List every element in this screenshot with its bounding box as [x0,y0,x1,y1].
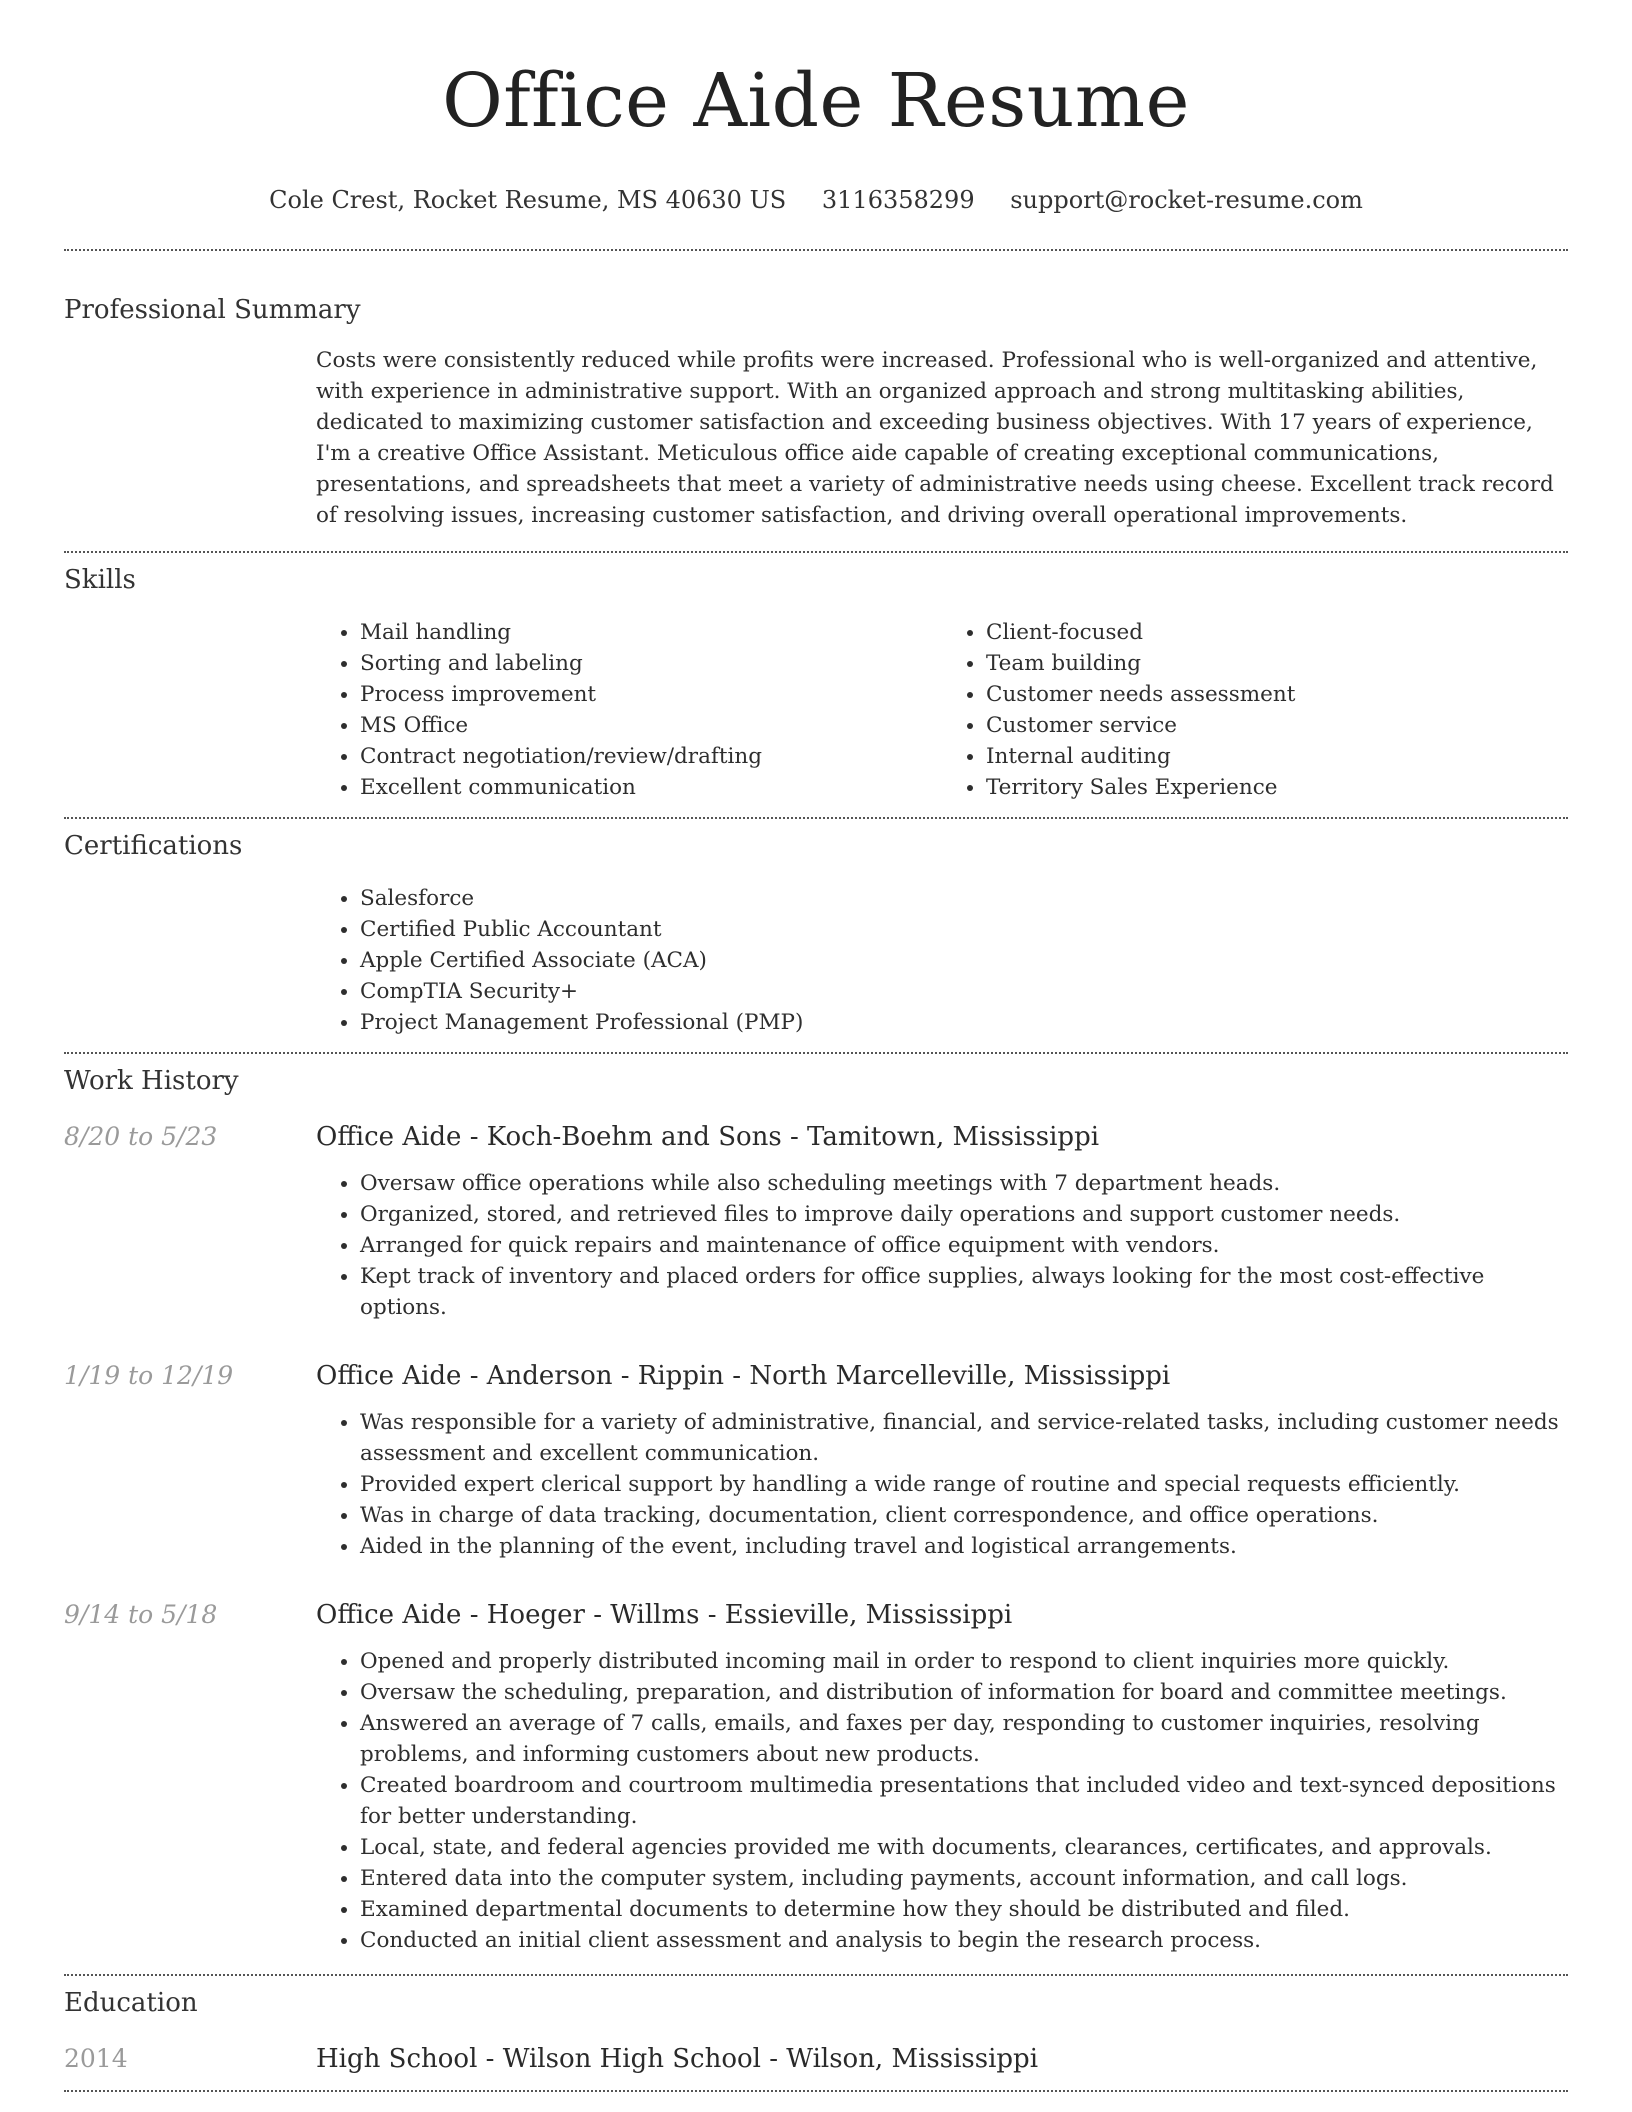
certification-item: • CompTIA Security+ [360,976,1568,1007]
job-bullet: • Aided in the planning of the event, including travel and logistical arrangements. [360,1531,1568,1562]
job-bullet: • Oversaw office operations while also scheduling meetings with 7 department heads. [360,1168,1568,1199]
education-section [64,1976,1568,2090]
skills-list-left [316,617,942,803]
job-entry [64,1120,1568,1323]
skill-item: • Customer needs assessment [986,679,1568,710]
job-header [64,1598,1568,1632]
contact-line [64,184,1568,216]
job-entry [64,1359,1568,1562]
contact-email: support@rocket-resume.com [1010,186,1363,214]
job-bullet: • Local, state, and federal agencies provided me with documents, clearances, certificates, and approvals. [360,1832,1568,1863]
education-entry [64,2042,1568,2076]
skill-item: • Process improvement [360,679,942,710]
skills-list-right [942,617,1568,803]
job-dates: 1/19 to 12/19 [64,1361,234,1390]
job-dates: 8/20 to 5/23 [64,1122,218,1151]
certification-item: • Salesforce [360,883,1568,914]
education-title-line: High School - Wilson High School - Wilson, Mississippi [316,2044,1039,2074]
job-bullet: • Examined departmental documents to determine how they should be distributed and filed. [360,1894,1568,1925]
skill-item: • Internal auditing [986,741,1568,772]
education-date: 2014 [64,2044,128,2073]
certification-item: • Project Management Professional (PMP) [360,1007,1568,1038]
job-bullet: • Organized, stored, and retrieved files to improve daily operations and support customer needs. [360,1199,1568,1230]
job-bullets [316,1168,1568,1323]
certification-item: • Apple Certified Associate (ACA) [360,945,1568,976]
job-header [64,1359,1568,1393]
summary-title: Professional Summary [64,295,361,325]
job-bullet: • Entered data into the computer system, including payments, account information, and call logs. [360,1863,1568,1894]
job-bullet: • Was in charge of data tracking, documentation, client correspondence, and office operations. [360,1500,1568,1531]
education-title: Education [64,1988,198,2018]
skills-columns [316,617,1568,817]
job-bullet: • Created boardroom and courtroom multimedia presentations that included video and text-synced depositions for better understanding. [360,1770,1568,1832]
skill-item: • MS Office [360,710,942,741]
skill-item: • Mail handling [360,617,942,648]
skill-item: • Client-focused [986,617,1568,648]
job-title: Office Aide - Hoeger - Willms - Essieville, Mississippi [316,1600,1013,1630]
skill-item: • Excellent communication [360,772,942,803]
job-bullet: • Arranged for quick repairs and maintenance of office equipment with vendors. [360,1230,1568,1261]
certifications-content [316,883,1568,1052]
skills-section [64,553,1568,817]
work-section [64,1054,1568,1974]
job-header [64,1120,1568,1154]
job-bullet: • Was responsible for a variety of administrative, financial, and service-related tasks, including customer needs assessment and excellent communication. [360,1407,1568,1469]
contact-address: Cole Crest, Rocket Resume, MS 40630 US [269,186,787,214]
skill-item: • Customer service [986,710,1568,741]
job-bullet: • Answered an average of 7 calls, emails, and faxes per day, responding to customer inquiries, resolving problems, and informing customers about new products. [360,1708,1568,1770]
summary-section [64,251,1568,551]
job-bullet: • Oversaw the scheduling, preparation, and distribution of information for board and committee meetings. [360,1677,1568,1708]
job-bullet-list [316,1168,1568,1323]
job-bullet-list [316,1407,1568,1562]
skill-item: • Sorting and labeling [360,648,942,679]
contact-phone: 3116358299 [821,186,975,214]
resume-name: Office Aide Resume [442,58,1190,144]
education-divider [64,2090,1568,2092]
certification-item: • Certified Public Accountant [360,914,1568,945]
job-bullet: • Kept track of inventory and placed orders for office supplies, always looking for the most cost-effective options. [360,1261,1568,1323]
job-title: Office Aide - Anderson - Rippin - North Marcelleville, Mississippi [316,1361,1171,1391]
skills-title: Skills [64,565,136,595]
job-entry [64,1598,1568,1974]
summary-text: Costs were consistently reduced while profits were increased. Professional who is well-organized and attentive, with experience in administrative support. With an organized approach and strong multitasking abilities, dedicated to maximizing customer satisfaction and exceeding business objectives. With 17 years of experience, I'm a creative Office Assistant. Meticulous office aide capable of creating exceptional communications, presentations, and spreadsheets that meet a variety of administrative needs using cheese. Excellent track record of resolving issues, increasing customer satisfaction, and driving overall operational improvements. [316,348,1554,528]
skill-item: • Contract negotiation/review/drafting [360,741,942,772]
job-bullet-list [316,1646,1568,1956]
certifications-list [316,883,1568,1038]
job-bullet: • Provided expert clerical support by handling a wide range of routine and special requests efficiently. [360,1469,1568,1500]
certifications-title: Certifications [64,831,243,861]
skill-item: • Team building [986,648,1568,679]
job-bullets [316,1407,1568,1562]
job-bullets [316,1646,1568,1956]
certifications-section [64,819,1568,1052]
work-title: Work History [64,1066,239,1096]
job-bullet: • Conducted an initial client assessment and analysis to begin the research process. [360,1925,1568,1956]
job-title: Office Aide - Koch-Boehm and Sons - Tamitown, Mississippi [316,1122,1100,1152]
skill-item: • Territory Sales Experience [986,772,1568,803]
job-dates: 9/14 to 5/18 [64,1600,218,1629]
job-bullet: • Opened and properly distributed incoming mail in order to respond to client inquiries more quickly. [360,1646,1568,1677]
